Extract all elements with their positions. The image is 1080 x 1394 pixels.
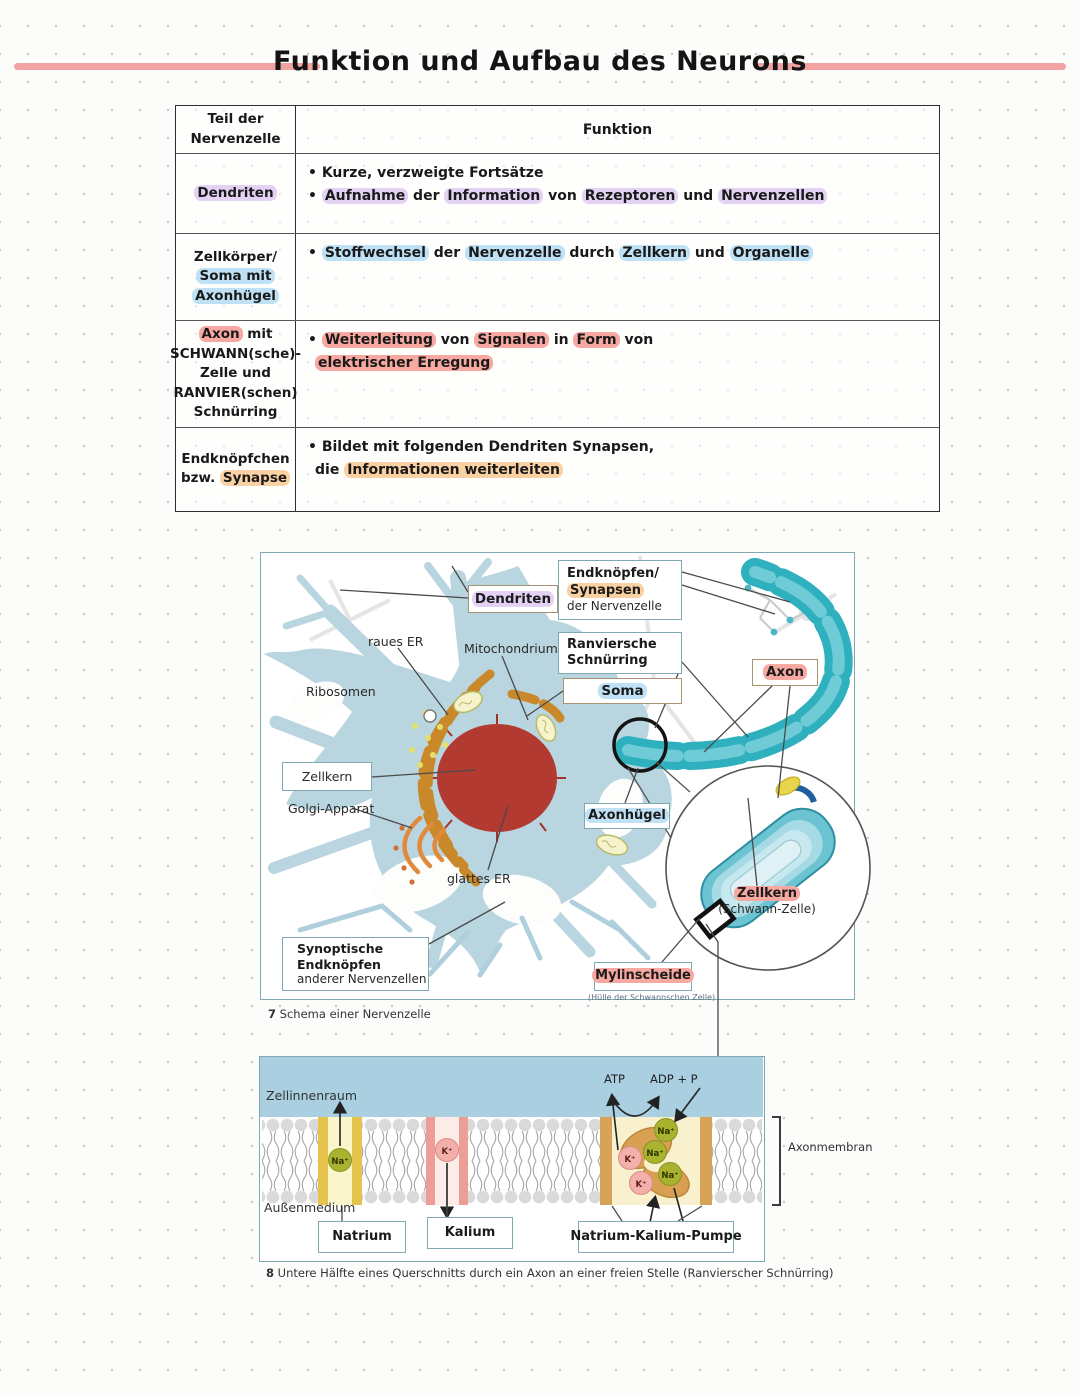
label-endknoepfen-synapsen: Endknöpfen/ Synapsen der Nervenzelle — [558, 560, 682, 620]
cell-interior-region — [260, 1057, 763, 1117]
label-ranviersche-schnuerring: Ranviersche Schnürring — [558, 632, 682, 674]
svg-text:K⁺: K⁺ — [624, 1155, 636, 1165]
label-soma: Soma — [563, 678, 682, 704]
label-mylin-note: (Hülle der Schwannschen Zelle) — [588, 993, 716, 1002]
label-ribosomen: Ribosomen — [306, 684, 376, 699]
figure8-caption: 8 Untere Hälfte eines Querschnitts durch ein Axon an einer freien Stelle (Ranvierscher Schnürring) — [266, 1266, 834, 1280]
table-header-row — [176, 106, 939, 153]
label-adp: ADP + P — [650, 1072, 698, 1086]
table-row-axon: Axon mit SCHWANN(sche)- Zelle und RANVIER(schen) Schnürring • Weiterleitung von Signalen in Form von elektrischer Erregung — [176, 320, 939, 427]
label-axonmembran: Axonmembran — [788, 1140, 873, 1154]
label-natrium: Natrium — [318, 1221, 406, 1253]
label-natrium-kalium-pumpe: Natrium-Kalium-Pumpe — [578, 1221, 734, 1253]
label-dendriten: Dendriten — [468, 585, 558, 613]
label-golgi-apparat: Golgi-Apparat — [288, 801, 375, 816]
svg-text:Na⁺: Na⁺ — [331, 1157, 349, 1167]
label-zellkern: Zellkern — [282, 762, 372, 791]
svg-text:K⁺: K⁺ — [635, 1180, 647, 1190]
axonmembran-bracket — [772, 1117, 780, 1205]
figure8-connector-lines — [342, 1206, 702, 1221]
sodium-channel — [318, 1104, 362, 1205]
label-zellkern-schwann: Zellkern (Schwann-Zelle) — [718, 886, 816, 917]
label-glattes-er: glattes ER — [447, 871, 511, 886]
svg-text:Na⁺: Na⁺ — [657, 1127, 675, 1137]
label-synoptische-endknoepfen: Synoptische Endknöpfen anderer Nervenzellen — [282, 937, 429, 991]
label-axonhuegel: Axonhügel — [584, 803, 670, 829]
label-raues-er: raues ER — [368, 634, 424, 649]
label-mylinscheide: Mylinscheide — [594, 962, 692, 991]
potassium-channel — [426, 1117, 468, 1216]
label-kalium: Kalium — [427, 1217, 513, 1249]
table-header-funktion: Funktion — [582, 121, 653, 138]
label-atp: ATP — [604, 1072, 625, 1086]
table-row-zellkoerper: Zellkörper/ Soma mit Axonhügel • Stoffwechsel der Nervenzelle durch Zellkern und Organelle — [176, 233, 939, 320]
table-header-part: Teil der Nervenzelle — [176, 106, 296, 153]
figure7-caption: 7 Schema einer Nervenzelle — [268, 1007, 431, 1021]
svg-text:Na⁺: Na⁺ — [661, 1171, 679, 1181]
table-row-endknoepfchen: Endknöpfchen bzw. Synapse • Bildet mit folgenden Dendriten Synapsen, die Informationen weiterleiten — [176, 427, 939, 511]
neuron-table — [170, 105, 940, 512]
svg-text:K⁺: K⁺ — [441, 1147, 453, 1157]
table-row-dendriten: Dendriten • Kurze, verzweigte Fortsätze • Aufnahme der Information von Rezeptoren und Nervenzellen — [176, 153, 939, 233]
label-aussenmedium: Außenmedium — [264, 1200, 356, 1215]
svg-text:Na⁺: Na⁺ — [646, 1149, 664, 1159]
label-mitochondrium: Mitochondrium — [464, 641, 558, 656]
page-title: Funktion und Aufbau des Neurons — [273, 46, 807, 77]
label-axon: Axon — [752, 659, 818, 686]
label-zellinnenraum: Zellinnenraum — [266, 1088, 358, 1103]
